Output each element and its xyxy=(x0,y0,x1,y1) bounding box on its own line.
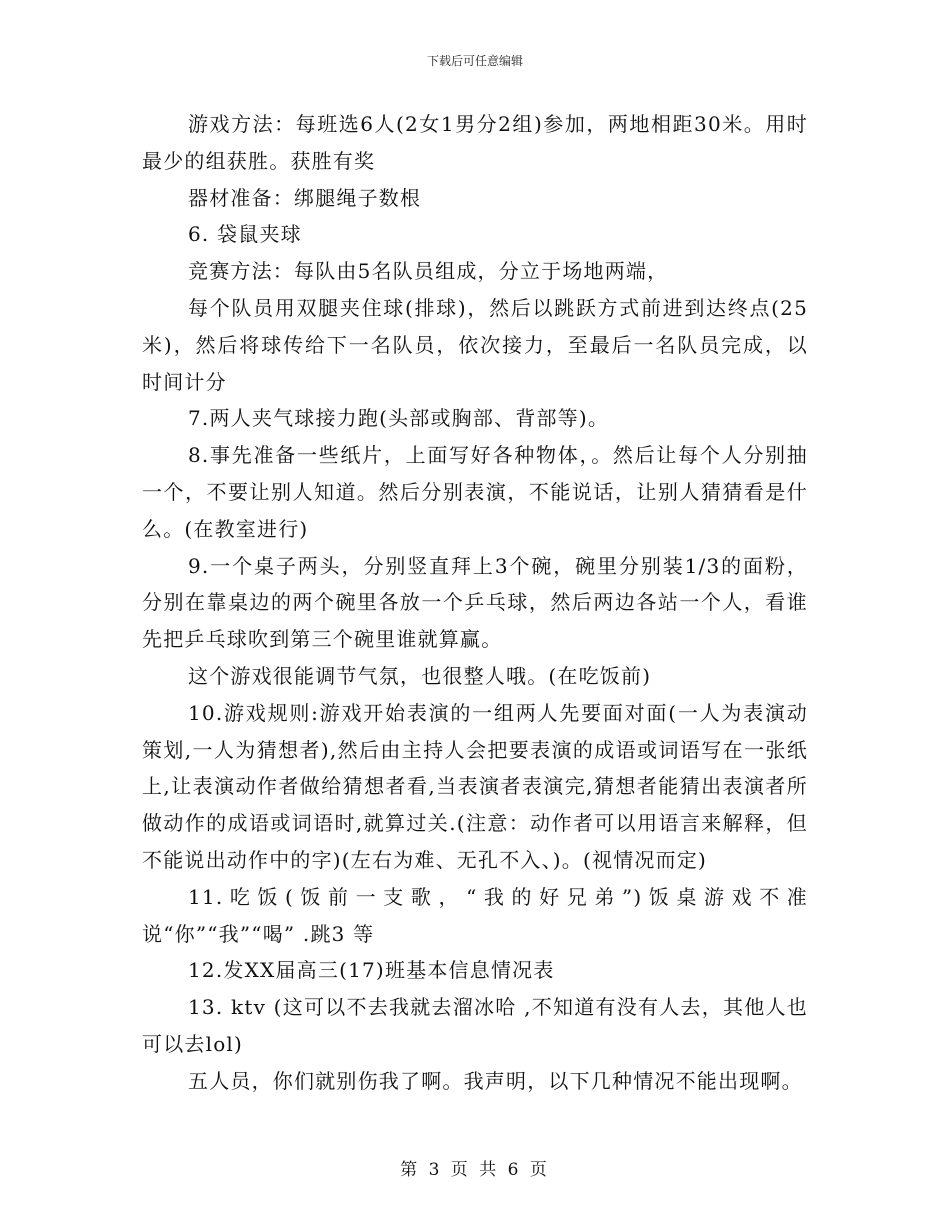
paragraph: 13. ktv (这可以不去我就去溜冰哈 ,不知道有没有人去，其他人也可以去lol) xyxy=(142,995,808,1056)
paragraph: 8.事先准备一些纸片，上面写好各种物体，。然后让每个人分别抽一个，不要让别人知道。然后分别表演，不能说话，让别人猜猜看是什么。(在教室进行) xyxy=(142,443,808,541)
paragraph: 五人员，你们就别伤我了啊。我声明，以下几种情况不能出现啊。 xyxy=(188,1068,803,1093)
document-body xyxy=(142,106,808,1100)
paragraph: 11.吃饭(饭前一支歌，“我的好兄弟”)饭桌游戏不准说“你”“我”“喝” .跳3 等 xyxy=(142,884,808,946)
paragraph: 竞赛方法：每队由5名队员组成，分立于场地两端， xyxy=(188,259,669,284)
paragraph: 12.发XX届高三(17)班基本信息情况表 xyxy=(188,958,555,983)
paragraph: 每个队员用双腿夹住球(排球)，然后以跳跃方式前进到达终点(25米)，然后将球传给下一名队员，依次接力，至最后一名队员完成，以时间计分 xyxy=(142,295,808,394)
paragraph: 6. 袋鼠夹球 xyxy=(188,222,302,247)
page-header: 下载后可任意编辑 xyxy=(426,54,523,68)
paragraph: 7.两人夹气球接力跑(头部或胸部、背部等)。 xyxy=(188,406,610,431)
page-number-footer: 第 3 页 共 6 页 xyxy=(400,1160,550,1180)
paragraph: 游戏方法：每班选6人(2女1男分2组)参加，两地相距30米。用时最少的组获胜。获胜有奖 xyxy=(142,112,808,173)
paragraph: 10.游戏规则:游戏开始表演的一组两人先要面对面(一人为表演动策划,一人为猜想者),然后由主持人会把要表演的成语或词语写在一张纸上,让表演动作者做给猜想者看,当表演者表演完,猜想者能猜出表演者所做动作的成语或词语时,就算过关.(注意：动作者可以用语言来解释，但不能说出动作中的字)(左右为难、无孔不入、)。(视情况而定) xyxy=(142,700,808,872)
paragraph: 9.一个桌子两头，分别竖直拜上3个碗，碗里分别装1/3的面粉，分别在靠桌边的两个碗里各放一个乒乓球，然后两边各站一个人，看谁先把乒乓球吹到第三个碗里谁就算赢。 xyxy=(142,553,808,652)
paragraph: 器材准备：绑腿绳子数根 xyxy=(188,185,422,210)
paragraph: 这个游戏很能调节气氛，也很整人哦。(在吃饭前) xyxy=(188,663,652,688)
